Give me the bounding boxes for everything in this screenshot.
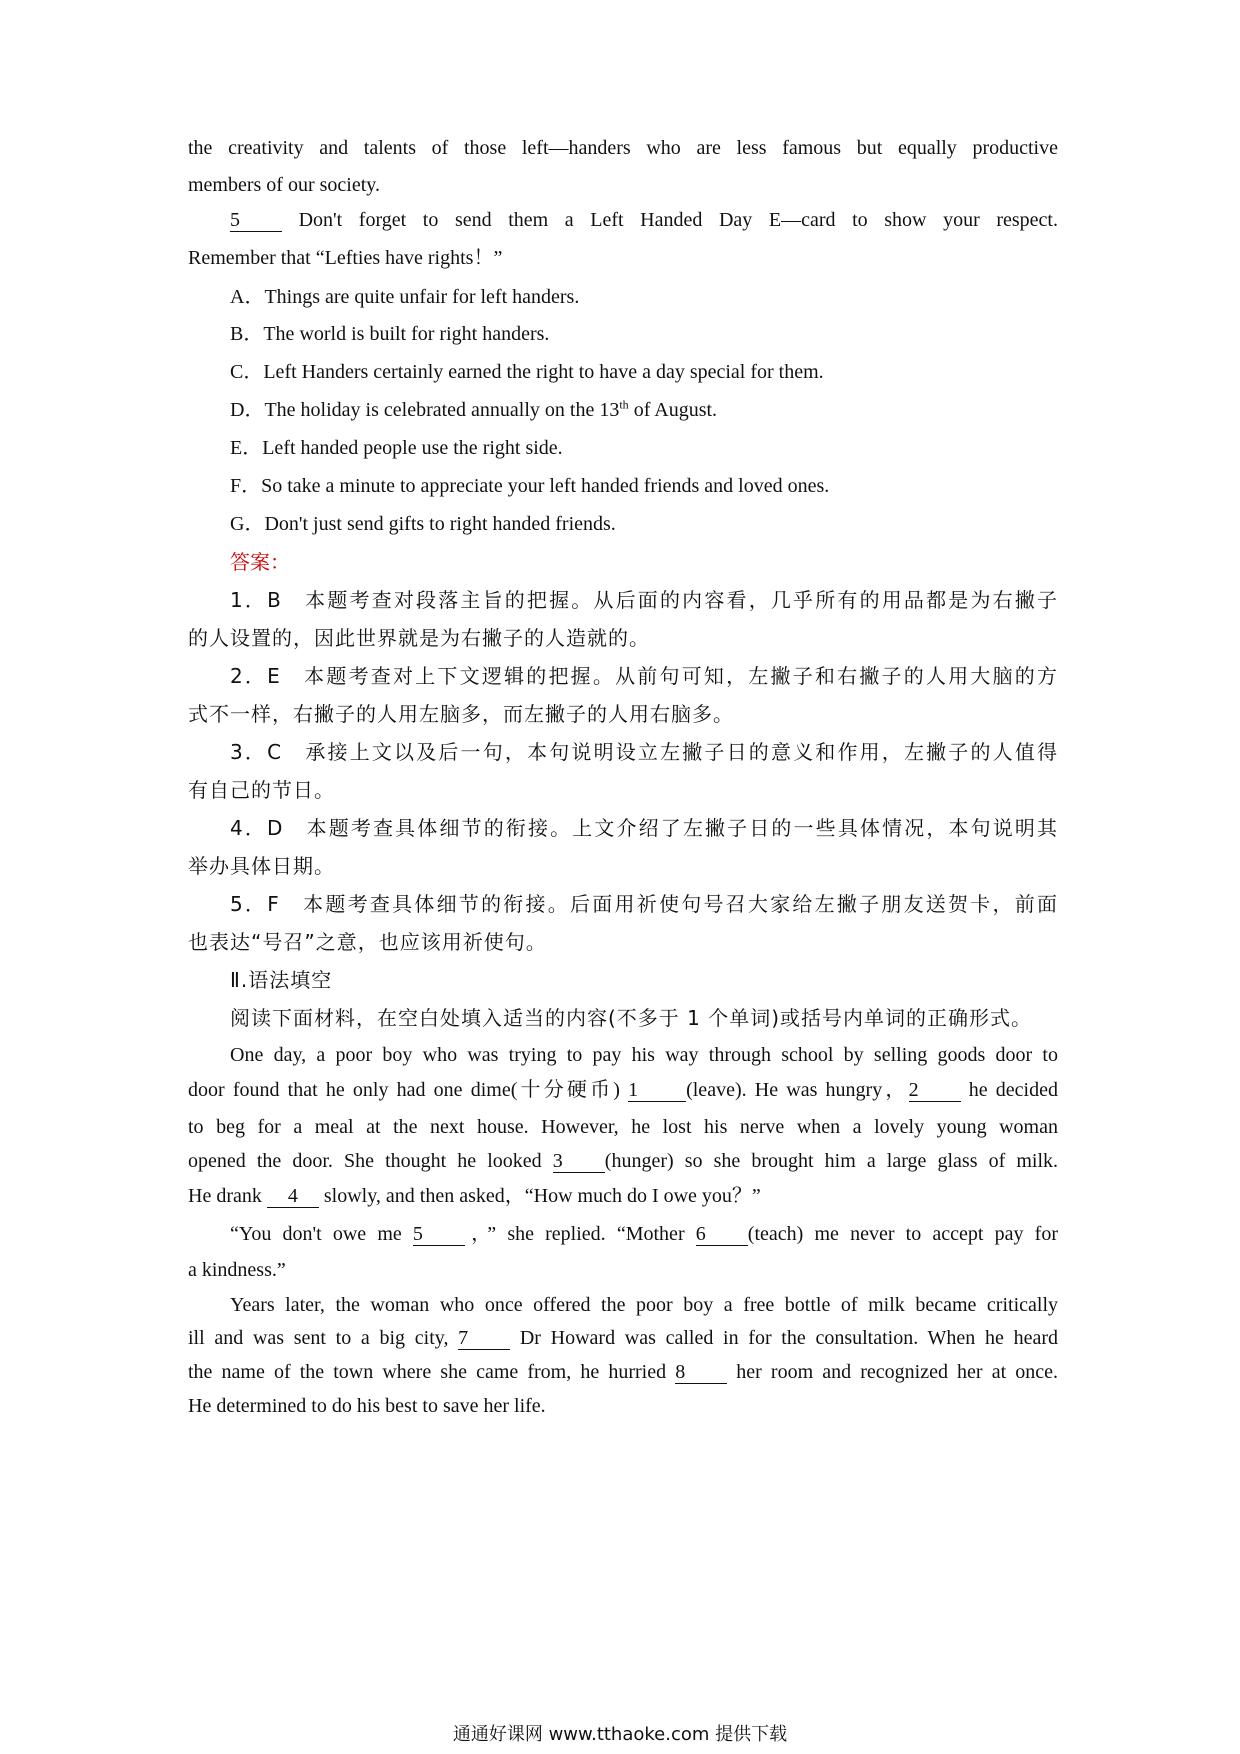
option-text: Left Handers certainly earned the right to have a day special for them.: [263, 361, 824, 383]
passage-line: [188, 1078, 1058, 1102]
option-letter: D．: [230, 399, 265, 421]
answer-explanation: 有自己的节日。: [188, 778, 335, 802]
page-footer: 通通好课网 www.tthaoke.com 提供下载: [452, 1724, 788, 1745]
passage-text: ，” she replied. “Mother: [464, 1223, 696, 1245]
passage-line: [188, 1360, 1058, 1384]
option-e: [230, 436, 1100, 460]
section-title: Ⅱ.语法填空: [230, 968, 333, 992]
passage-line: [188, 1326, 1058, 1350]
passage-text: door found that he only had one dime(十分硬币): [188, 1079, 629, 1101]
passage-text: Dr Howard was called in for the consultation. When he heard: [510, 1327, 1058, 1349]
answers-title: 答案：: [230, 550, 290, 574]
answer-blank: 8: [675, 1361, 727, 1384]
option-text: The world is built for right handers.: [263, 323, 550, 345]
answer-explanation: 2．E 本题考查对上下文逻辑的把握。从前句可知，左撇子和右撇子的人用大脑的方: [230, 664, 1058, 688]
answer-blank: 3: [553, 1150, 605, 1173]
passage-text: (leave). He was hungry，: [686, 1079, 909, 1101]
answer-explanation: 式不一样，右撇子的人用左脑多，而左撇子的人用右脑多。: [188, 702, 734, 726]
answer-blank: 5: [230, 209, 282, 232]
answer-explanation: 5．F 本题考查具体细节的衔接。后面用祈使句号召大家给左撇子朋友送贺卡，前面: [230, 892, 1058, 916]
answer-blank: 1: [628, 1079, 686, 1102]
passage-line: Remember that “Lefties have rights！”: [188, 247, 503, 269]
option-c: [230, 360, 1100, 384]
option-d: [230, 398, 1100, 422]
passage-line: He determined to do his best to save her life.: [188, 1395, 546, 1417]
passage-line: the creativity and talents of those left—handers who are less famous but equally productive: [188, 137, 1058, 159]
option-text: So take a minute to appreciate your left handed friends and loved ones.: [261, 475, 830, 497]
passage-text: he decided: [960, 1079, 1058, 1101]
superscript: th: [619, 397, 629, 412]
passage-text: “You don't owe me: [230, 1223, 413, 1245]
option-text: of August.: [628, 399, 718, 421]
option-text: Left handed people use the right side.: [262, 437, 563, 459]
option-letter: B．: [230, 323, 264, 345]
passage-line: members of our society.: [188, 174, 380, 196]
option-text: Things are quite unfair for left handers.: [264, 286, 580, 308]
option-f: [230, 474, 1100, 498]
option-letter: C．: [230, 361, 264, 383]
option-a: [230, 285, 1100, 309]
option-b: [230, 322, 1100, 346]
passage-line: Years later, the woman who once offered the poor boy a free bottle of milk became critically: [230, 1294, 1058, 1316]
answer-blank: 5: [413, 1223, 465, 1246]
section-instruction: 阅读下面材料，在空白处填入适当的内容(不多于 1 个单词)或括号内单词的正确形式。: [230, 1006, 1033, 1030]
passage-text: her room and recognized her at once.: [727, 1361, 1058, 1383]
passage-text: slowly, and then asked，“How much do I owe you？”: [318, 1185, 761, 1207]
answer-explanation: 举办具体日期。: [188, 854, 335, 878]
answer-explanation: 的人设置的，因此世界就是为右撇子的人造就的。: [188, 626, 650, 650]
passage-line: [188, 1184, 1058, 1208]
passage-line: [230, 1222, 1058, 1246]
answer-explanation: 3．C 承接上文以及后一句，本句说明设立左撇子日的意义和作用，左撇子的人值得: [230, 740, 1058, 764]
option-letter: A．: [230, 286, 265, 308]
option-text: Don't just send gifts to right handed friends.: [264, 513, 616, 535]
answer-blank: 4: [267, 1185, 319, 1208]
answer-explanation: 1．B 本题考查对段落主旨的把握。从后面的内容看，几乎所有的用品都是为右撇子: [230, 588, 1058, 612]
answer-blank: 6: [696, 1223, 748, 1246]
passage-text: the name of the town where she came from, he hurried: [188, 1361, 676, 1383]
passage-line: [188, 1149, 1058, 1173]
passage-text: ill and was sent to a big city,: [188, 1327, 459, 1349]
answer-blank: 7: [458, 1327, 510, 1350]
passage-text: Don't forget to send them a Left Handed Day E—card to show your respect.: [282, 209, 1058, 231]
answer-blank: 2: [909, 1079, 961, 1102]
option-letter: E．: [230, 437, 263, 459]
passage-line: One day, a poor boy who was trying to pay his way through school by selling goods door to: [230, 1044, 1058, 1066]
passage-text: (teach) me never to accept pay for: [747, 1223, 1058, 1245]
passage-line: [230, 208, 1058, 232]
option-g: [230, 512, 1100, 536]
passage-line: to beg for a meal at the next house. However, he lost his nerve when a lovely young woman: [188, 1116, 1058, 1138]
passage-text: opened the door. She thought he looked: [188, 1150, 553, 1172]
option-letter: G．: [230, 513, 265, 535]
option-letter: F．: [230, 475, 262, 497]
answer-explanation: 4．D 本题考查具体细节的衔接。上文介绍了左撇子日的一些具体情况，本句说明其: [230, 816, 1058, 840]
passage-line: a kindness.”: [188, 1259, 286, 1281]
option-text: The holiday is celebrated annually on the 13: [264, 399, 620, 421]
passage-text: He drank: [188, 1185, 267, 1207]
answer-explanation: 也表达“号召”之意，也应该用祈使句。: [188, 930, 547, 954]
passage-text: (hunger) so she brought him a large glass of milk.: [604, 1150, 1059, 1172]
